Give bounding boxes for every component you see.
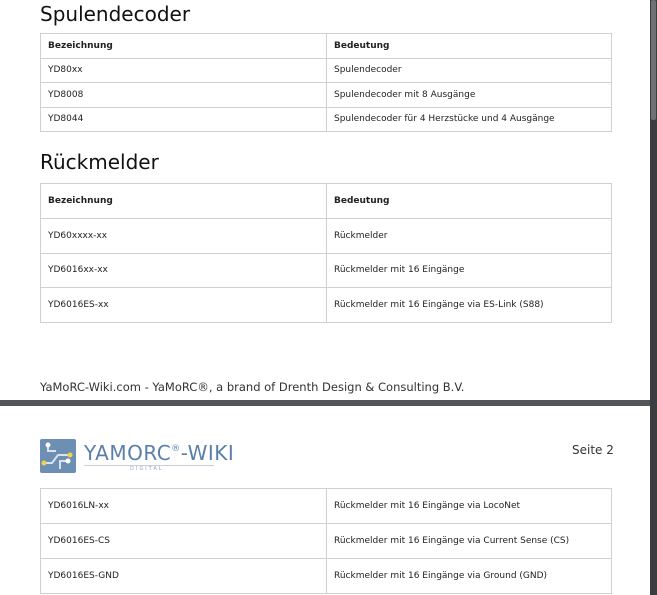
cell-bedeutung: Rückmelder mit 16 Eingänge via Current Sense (CS): [327, 524, 612, 559]
cell-bezeichnung: YD6016xx-xx: [41, 253, 327, 288]
table-header-row: [41, 184, 612, 219]
scrollbar-thumb[interactable]: [651, 0, 656, 120]
logo-wordmark-main: YAMORC: [84, 441, 172, 465]
cell-bedeutung: Rückmelder mit 16 Eingänge via LocoNet: [327, 489, 612, 524]
cell-bezeichnung: YD8044: [41, 107, 327, 132]
table-row: [41, 559, 612, 594]
cell-bedeutung: Rückmelder: [327, 218, 612, 253]
cell-bezeichnung: YD6016ES-xx: [41, 288, 327, 323]
col-header-bezeichnung: Bezeichnung: [41, 184, 327, 219]
table-row: [41, 253, 612, 288]
table-rueckmelder-continued: [40, 488, 612, 594]
table-row: [41, 218, 612, 253]
cell-bedeutung: Spulendecoder mit 8 Ausgänge: [327, 83, 612, 108]
table-row: [41, 489, 612, 524]
cell-bezeichnung: YD60xxxx-xx: [41, 218, 327, 253]
col-header-bedeutung: Bedeutung: [327, 184, 612, 219]
table-rueckmelder: [40, 183, 612, 323]
cell-bedeutung: Rückmelder mit 16 Eingänge via ES-Link (S88): [327, 288, 612, 323]
table-row: [41, 524, 612, 559]
col-header-bedeutung: Bedeutung: [327, 34, 612, 59]
page-footer: YaMoRC-Wiki.com - YaMoRC®, a brand of Drenth Design & Consulting B.V.: [40, 380, 465, 394]
table-row: [41, 107, 612, 132]
circuit-board-icon: [40, 439, 76, 473]
col-header-bezeichnung: Bezeichnung: [41, 34, 327, 59]
logo-registered-mark: ®: [171, 444, 181, 454]
cell-bezeichnung: YD6016ES-GND: [41, 559, 327, 594]
heading-rueckmelder: Rückmelder: [40, 150, 159, 174]
page-number: Seite 2: [572, 443, 614, 457]
logo-wordmark: [84, 441, 234, 465]
cell-bezeichnung: YD6016ES-CS: [41, 524, 327, 559]
table-header-row: [41, 34, 612, 59]
table-row: [41, 288, 612, 323]
table-spulendecoder: [40, 33, 612, 132]
logo-wordmark-suffix: -WIKI: [180, 441, 235, 465]
cell-bedeutung: Rückmelder mit 16 Eingänge via Ground (GND): [327, 559, 612, 594]
cell-bezeichnung: YD6016LN-xx: [41, 489, 327, 524]
viewer-scrollbar[interactable]: [650, 0, 657, 595]
cell-bezeichnung: YD8008: [41, 83, 327, 108]
table-row: [41, 58, 612, 83]
yamorc-wiki-logo: [40, 437, 235, 475]
cell-bedeutung: Rückmelder mit 16 Eingänge: [327, 253, 612, 288]
table-row: [41, 83, 612, 108]
logo-subtitle: DIGITAL: [130, 466, 164, 472]
heading-spulendecoder: Spulendecoder: [40, 2, 191, 26]
cell-bezeichnung: YD80xx: [41, 58, 327, 83]
cell-bedeutung: Spulendecoder: [327, 58, 612, 83]
cell-bedeutung: Spulendecoder für 4 Herzstücke und 4 Ausgänge: [327, 107, 612, 132]
